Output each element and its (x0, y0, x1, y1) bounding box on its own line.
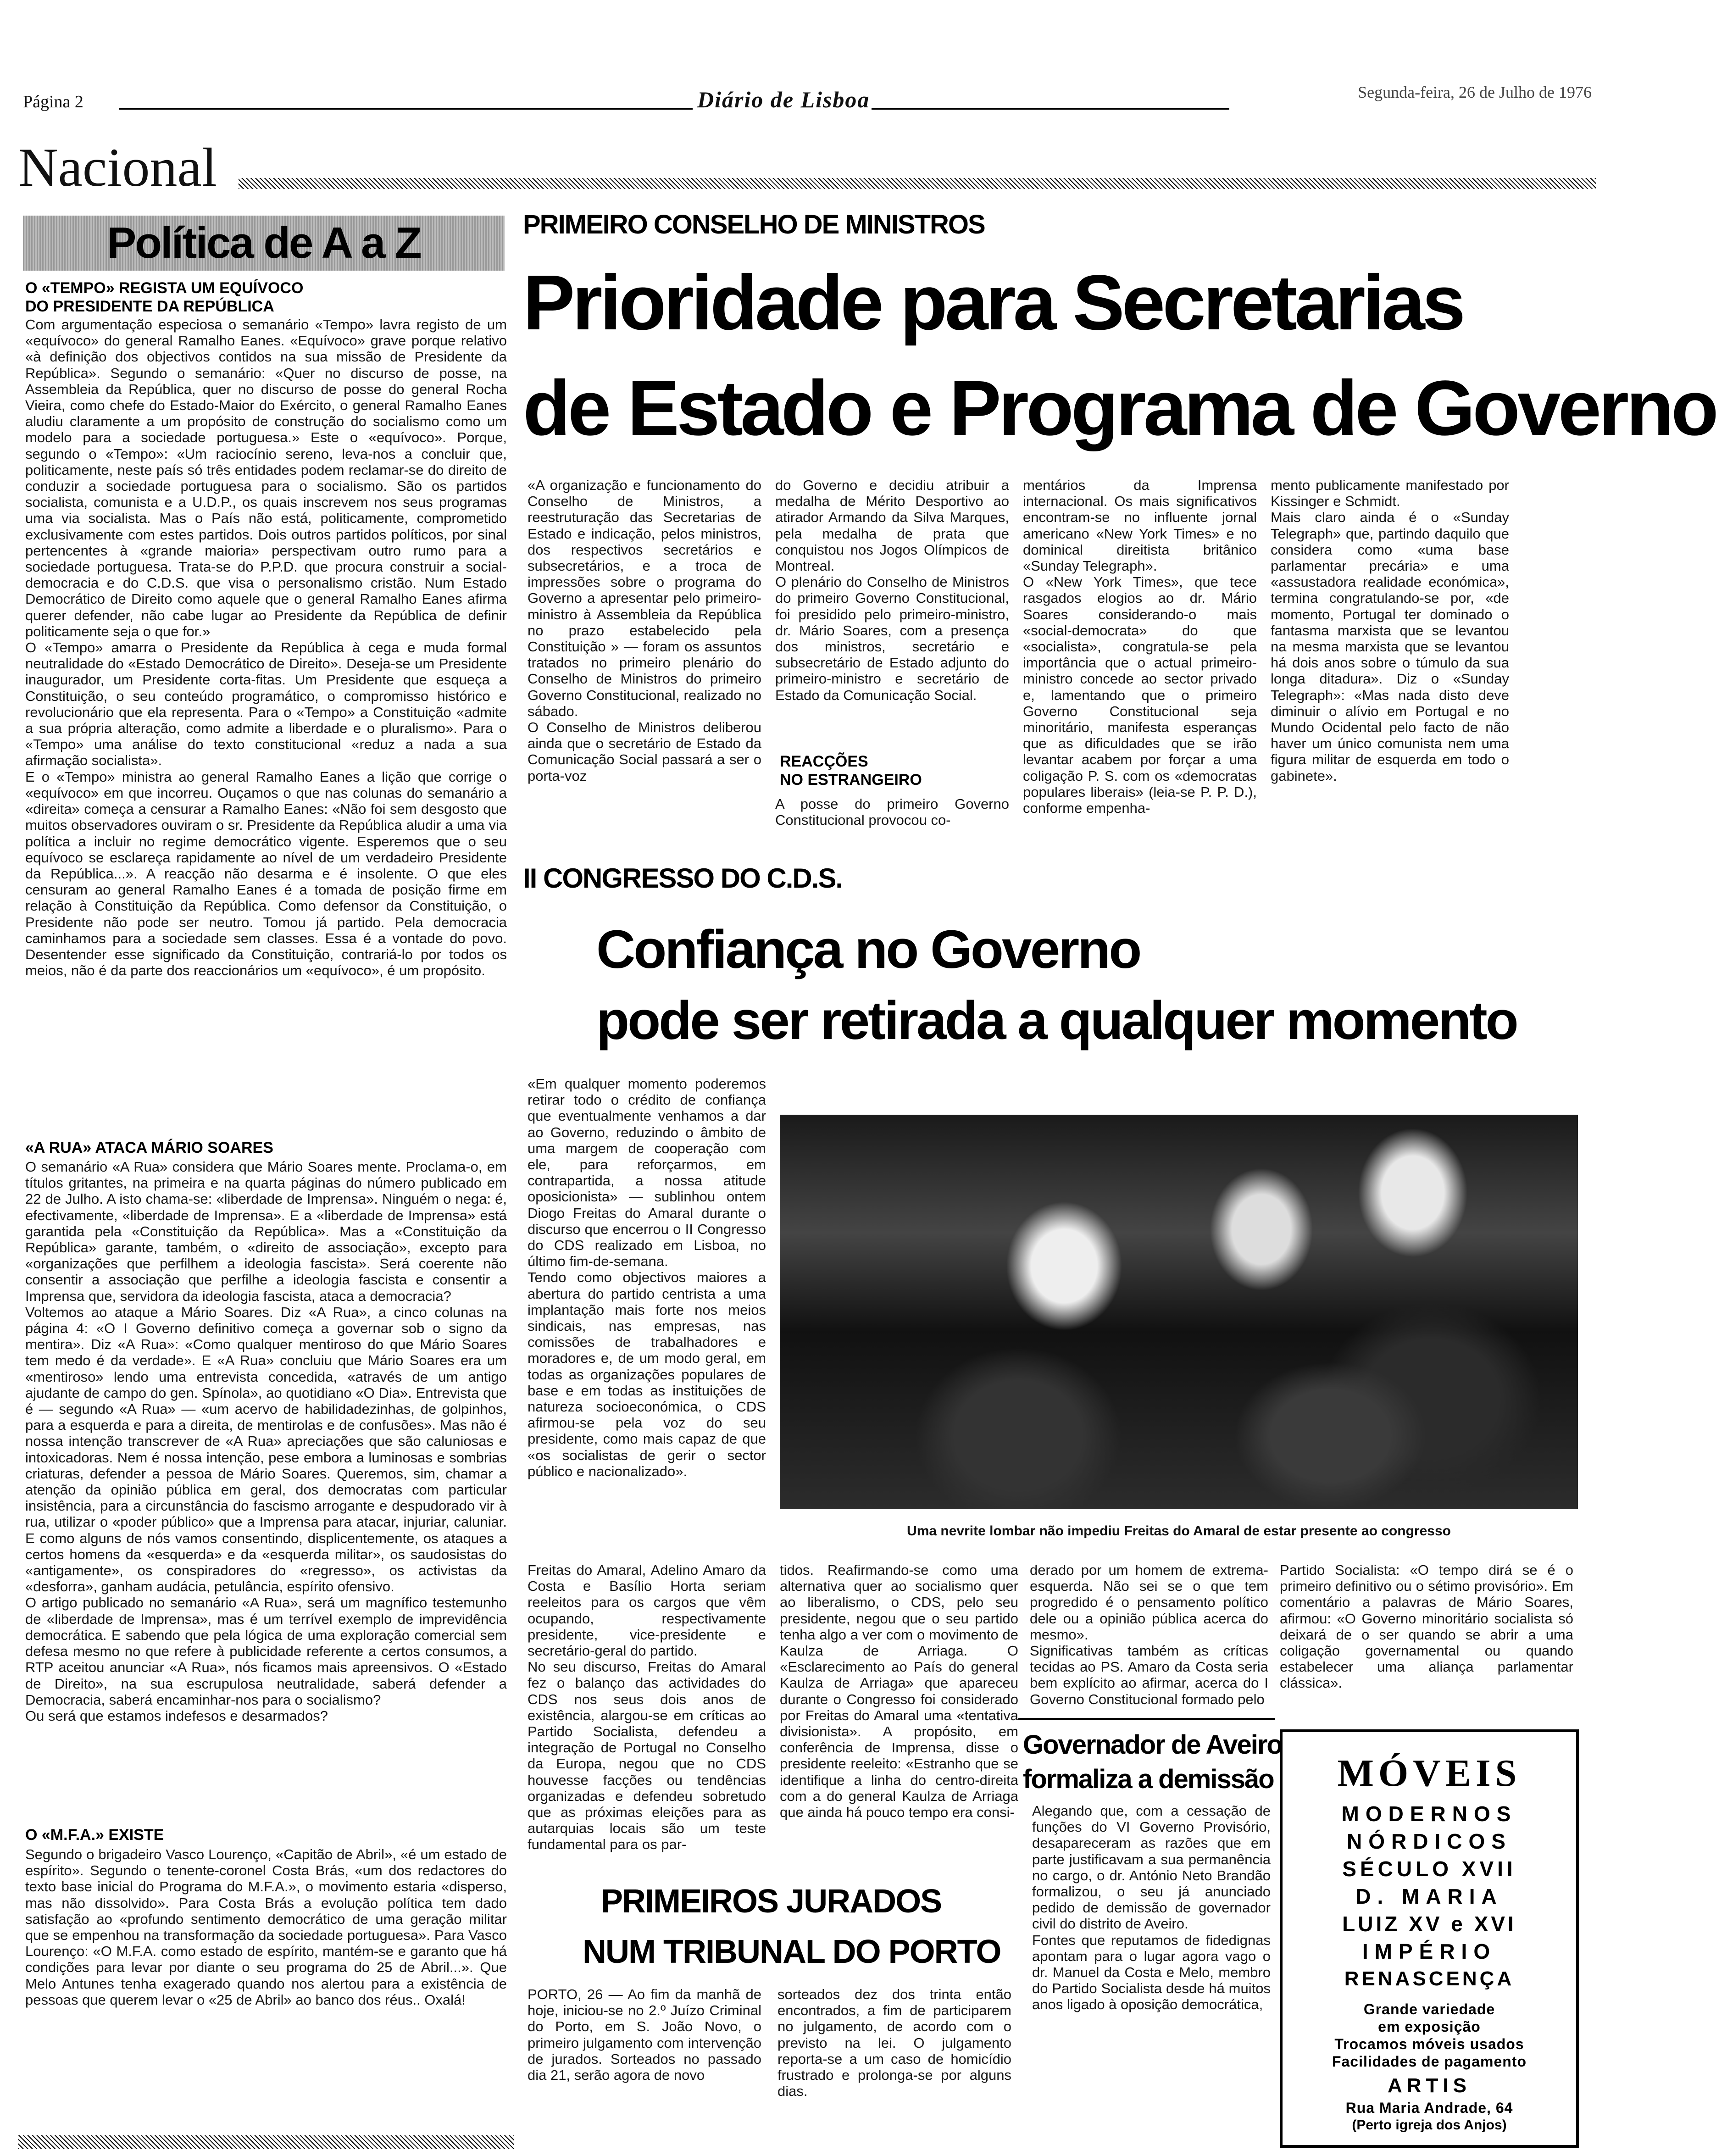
ad-location: (Perto igreja dos Anjos) (1352, 2117, 1507, 2133)
conselho-headline-1: Prioridade para Secretarias (523, 259, 1463, 346)
ad-modernos: MODERNOS (1341, 1802, 1517, 1826)
section-header (18, 138, 1596, 197)
tempo-body: Com argumentação especiosa o semanário «Tempo» lavra registo de um «equívoco» do general Ramalho Eanes. «Equívoco» grave porque relativo «à definição dos objectivos contidos na sua missão de Presidente da República». Segundo o semanário: «Quer no discurso de posse, na Assembleia da República, quer no discurso de posse do general Rocha Vieira, como chefe do Estado-Maior do Exército, o general Ramalho Eanes aludiu claramente a um propósito de construção do socialismo como um modelo para a sociedade portuguesa.» Este o «equívoco». Porque, segundo o «Tempo»: «Um raciocínio sereno, leva-nos a concluir que, politicamente, neste país só três entidades podem reclamar-se do direito de conduzir a sociedade portuguesa para o socialismo. São os partidos socialista, comunista e a U.D.P., os quais inscrevem nos seus programas uma via socialista. Mas o País não está, politicamente, comprometido exclusivamente com estes partidos. Dois outros partidos políticos, por sinal pertencentes à «grande maioria» perspectivam outro rumo para a sociedade portuguesa. Trata-se do P.P.D. que procura construir a social-democracia e do C.D.S. que visa o personalismo cristão. Num Estado Democrático de Direito como aquele que o general Ramalho Eanes afirma querer defender, não cabe lugar ao Presidente da República de definir politicamente seja o que for.» O «Tempo» amarra o Presidente da República à cega e muda formal neutralidade do «Estado Democrático de Direito». Deseja-se um Presidente inaugurador, um Presidente corta-fitas. Um Presidente que esqueça a Constituição, o seu conteúdo programático, o compromisso histórico e revolucionário que ela representa. Para o «Tempo» a Constituição «admite a sua própria alteração, como admite a liberdade e o pluralismo». Para o «Tempo» uma análise do texto constitucional «reduz a nada a sua afirmação socialista». E o «Tempo» ministra ao general Ramalho Eanes a lição que corrige o «equívoco» em que incorreu. Ouçamos o que nas colunas do semanário a «direita» começa a censurar a Ramalho Eanes: «Não foi sem desgosto que muitos observadores ouviram o sr. Presidente da República aludir a uma via política a incluir no regime democrático vigente. Esperemos que o seu equívoco se esclareça rapidamente ao nível de um verdadeiro Presidente da República...». A reacção não desarma e é insolente. O que eles censuram ao general Ramalho Eanes é a tomada de posição firme em relação à Constituição da República. Como defensor da Constituição, o Presidente não pode ser neutro. Tomou já partido. Pela democracia caminhamos para a sociedade sem classes. Essa é a vontade do povo. Desentender esse significado da Constituição, contrariá-lo por todos os meios, não é da parte dos reaccionários um «equívoco», é um propósito. (25, 317, 507, 979)
cds-headline-2: pode ser retirada a qualquer momento (596, 990, 1517, 1051)
cds-headline-1: Confiança no Governo (596, 919, 1140, 980)
newspaper-name: Diário de Lisboa (697, 87, 870, 112)
ad-nordicos: NÓRDICOS (1347, 1829, 1512, 1853)
photo-caption: Uma nevrite lombar não impediu Freitas do Amaral de estar presente ao congresso (907, 1523, 1451, 1539)
rua-body: O semanário «A Rua» considera que Mário Soares mente. Proclama-o, em títulos gritantes, na primeira e na quarta páginas do número publicado em 22 de Julho. A isto chama-se: «liberdade de Imprensa». Ninguém o nega: é, efectivamente, «liberdade de Imprensa». E a «liberdade de Imprensa» está garantida pela «Constituição da República». Mas a «Constituição da República» garante, também, o «direito de associação», excepto para «organizações que perfilhem a ideologia fascista». Será coerente não consentir a associação que perfilhe a ideologia fascista e consentir a Imprensa que, servidora da ideologia fascista, ataca a democracia? Voltemos ao ataque a Mário Soares. Diz «A Rua», a cinco colunas na página 4: «O I Governo definitivo começa a governar sob o signo da mentira». Diz «A Rua»: «Como qualquer mentiroso do que Mário Soares tem medo é da verdade». E «A Rua» concluiu que Mário Soares era um «mentiroso» lendo uma entrevista concedida, «através de um antigo ajudante de campo do gen. Spínola», ao quotidiano «O Dia». Entrevista que é — segundo «A Rua» — «um acervo de habilidadezinhas, de golpinhos, para a esquerda e para a direita, de mentirolas e de confusões». Mas não é nossa intenção transcrever de «A Rua» apreciações que são caluniosas e intoxicadoras. Nem é nossa intenção, pese embora a luminosas e sombrias criaturas, defender a pessoa de Mário Soares. Queremos, sim, chamar a atenção da opinião pública em geral, dos democratas com particular insistência, para a circunstância do fascismo arrogante e despudorado vir à rua, utilizar o «poder público» que a Imprensa para atacar, injuriar, caluniar. E como alguns de nós vamos consentindo, displicentemente, os ataques a certos homens da «esquerda» e da «esquerda militar», os saudosistas do «antigamente», os conspiradores do «regresso», os activistas da «desforra», ganham audácia, petulância, espírito ofensivo. O artigo publicado no semanário «A Rua», será um magnífico testemunho de «liberdade de Imprensa», mas é um terrível exemplo de imprevidência democrática. E sabendo que pela lógica de uma exploração comercial sem defesa mesmo no que refere à publicidade referente a certos consumos, a RTP aceitou anunciar «A Rua», nós ficamos mais apreensivos. O «Estado de Direito», na sua escrupulosa neutralidade, saberá defender a Democracia, saberá encaminhar-nos para o socialismo? Ou será que estamos indefesos e desarmados? (25, 1159, 507, 1724)
ad-imperio: IMPÉRIO (1362, 1939, 1497, 1963)
conselho-col-2a: do Governo e decidiu atribuir a medalha de Mérito Desportivo ao atirador Armando da Silva Marques, pela medalha de prata que conquistou nos Jogos Olímpicos de Montreal. O plenário do Conselho de Ministros do primeiro Governo Constitucional, foi presidido pelo primeiro-ministro, dr. Mário Soares, com a presença dos ministros, secretário e subsecretário de Estado adjunto do primeiro-ministro e secretário de Estado da Comunicação Social. (775, 477, 1009, 703)
ad-trocamos: Trocamos móveis usados (1334, 2036, 1524, 2052)
section-hatch (239, 178, 1596, 189)
conselho-kicker: PRIMEIRO CONSELHO DE MINISTROS (523, 210, 985, 239)
jurados-col-2: sorteados dez dos trinta então encontrados, a fim de participarem no julgamento, de acordo com o previsto na lei. O julgamento reporta-se a um caso de homicídio frustrado e prolonga-se por alguns dias. (777, 1986, 1011, 2100)
issue-date: Segunda-feira, 26 de Julho de 1976 (1358, 83, 1592, 101)
aveiro-body: Alegando que, com a cessação de funções do VI Governo Provisório, desapareceram as razões que em parte justificavam a sua permanência no cargo, o dr. António Neto Brandão formalizou, o seu já anunciado pedido de demissão de governador civil do distrito de Aveiro. Fontes que reputamos de fidedignas apontam para o lugar agora vago o dr. Manuel da Costa e Melo, membro do Partido Socialista desde há muitos anos ligado à oposição democrática, (1032, 1803, 1271, 2013)
bottom-hatch (18, 2135, 514, 2149)
jurados-headline-2: NUM TRIBUNAL DO PORTO (583, 1934, 1001, 1970)
cds-col-2: tidos. Reafirmando-se como uma alternativa quer ao socialismo quer ao liberalismo, o CDS, pelo seu presidente, negou que o seu partido tenha algo a ver com o movimento de Kaulza de Arriaga. O «Esclarecimento ao País do general Kaulza de Arriaga» que apareceu durante o Congresso foi considerado por Freitas do Amaral uma «tentativa divisionista». A propósito, em conferência de Imprensa, disse o presidente reeleito: «Estranho que se identifique a linha do centro-direita com a do general Kaulza de Arriaga que ainda há pouco tempo era consi- (780, 1562, 1018, 1821)
aveiro-headline-2: formaliza a demissão (1023, 1764, 1274, 1794)
conselho-col-1: «A organização e funcionamento do Conselho de Ministros, a reestruturação das Secretarias de Estado e indicação, pelos ministros, dos respectivos secretários e subsecretários, e a troca de impressões sobre o programa do Governo a apresentar pelo primeiro-ministro à Assembleia da República no prazo estabelecido pela Constituição » — foram os assuntos tratados no primeiro plenário do Conselho de Ministros do primeiro Governo Constitucional, realizado no sábado. O Conselho de Ministros deliberou ainda que o secretário de Estado da Comunicação Social passará a ser o porta-voz (528, 477, 761, 784)
masthead-rule-left (119, 108, 693, 110)
mfa-heading: O «M.F.A.» EXISTE (25, 1826, 164, 1844)
cds-col-4: Partido Socialista: «O tempo dirá se é o primeiro definitivo ou o sétimo provisório». Em comentário a palavras de Mário Soares, afirmou: «O Governo minoritário socialista só deixará de o ser quando se abrir a uma coligação governamental ou quando estabelecer uma aliança parlamentar clássica». (1280, 1562, 1573, 1691)
politica-banner-title: Política de A a Z (107, 218, 421, 267)
ad-renascenca: RENASCENÇA (1344, 1967, 1515, 1990)
jurados-headline-1: PRIMEIROS JURADOS (601, 1883, 942, 1920)
cds-intro: «Em qualquer momento poderemos retirar todo o crédito de confiança que eventualmente venhamos a dar ao Governo, reduzindo o âmbito de uma margem de cooperação com ele, para reforçarmos, em contrapartida, a nossa atitude oposicionista» — sublinhou ontem Diogo Freitas do Amaral durante o discurso que encerrou o II Congresso do CDS realizado em Lisboa, no último fim-de-semana. Tendo como objectivos maiores a abertura do partido centrista a uma implantação mais forte nos meios sindicais, nas empresas, nas comissões de trabalhadores e moradores e, de um modo geral, em todas as organizações populares de base e em todas as instituições de natureza socioeconómica, o CDS afirmou-se pela voz do seu presidente, como mais capaz de que «os socialistas de gerir o sector público e nacionalizado». (528, 1076, 766, 1479)
masthead-rule-right (872, 108, 1229, 110)
jurados-box (528, 1862, 1014, 2149)
rua-heading: «A RUA» ATACA MÁRIO SOARES (25, 1139, 273, 1156)
artis-ad (1280, 1729, 1579, 2148)
ad-seculo: SÉCULO XVII (1342, 1857, 1516, 1881)
ad-moveis: MÓVEIS (1337, 1752, 1522, 1795)
conselho-col-3: mentários da Imprensa internacional. Os mais significativos encontram-se no influente jornal americano «New York Times» e no dominical direitista britânico «Sunday Telegraph». O «New York Times», que tece rasgados elogios ao dr. Mário Soares considerando-o mais «social-democrata» do que «socialista», congratula-se pela importância que o actual primeiro-ministro concede ao sector privado e, lamentando que o primeiro Governo Constitucional seja minoritário, manifesta esperanças que as dificuldades que se irão levantar acabem por forçar a uma coligação P. S. com os «democratas populares liberais» (leia-se P. P. D.), conforme empenha- (1023, 477, 1257, 817)
ad-luiz: LUIZ XV e XVI (1342, 1912, 1516, 1936)
conselho-headline-2: de Estado e Programa de Governo (523, 365, 1716, 452)
conselho-col-2b: A posse do primeiro Governo Constitucional provocou co- (775, 796, 1009, 828)
cds-col-3: derado por um homem de extrema-esquerda. Não sei se o que tem progredido é o pensamento político dele ou a opinião pública acerca do mesmo». Significativas também as críticas tecidas ao PS. Amaro da Costa seria bem explícito ao afirmar, acerca do I Governo Constitucional formado pelo (1030, 1562, 1268, 1707)
jurados-col-1: PORTO, 26 — Ao fim da manhã de hoje, iniciou-se no 2.º Juízo Criminal do Porto, em S. João Novo, o primeiro julgamento com intervenção de jurados. Sorteados no passado dia 21, serão agora de novo (528, 1986, 761, 2084)
page-number: Página 2 (23, 92, 83, 111)
ad-address: Rua Maria Andrade, 64 (1345, 2100, 1513, 2116)
aveiro-box (1018, 1718, 1282, 2149)
section-title: Nacional (18, 137, 217, 198)
cds-kicker: II CONGRESSO DO C.D.S. (523, 863, 843, 894)
politica-banner (23, 216, 505, 271)
conselho-subhead: REACÇÕES NO ESTRANGEIRO (780, 753, 922, 789)
ad-exposicao: em exposição (1378, 2018, 1481, 2035)
aveiro-headline (1018, 1718, 1282, 1800)
ad-facilidades: Facilidades de pagamento (1332, 2053, 1527, 2070)
ad-variedade: Grande variedade (1363, 2001, 1495, 2017)
conselho-col-4: mento publicamente manifestado por Kissinger e Schmidt. Mais claro ainda é o «Sunday Telegraph» que, partindo daquilo que considera como «uma base parlamentar precária» e uma «assustadora realidade económica», termina congratulando-se por, «de momento, Portugal ter dominado o fantasma marxista que se levantou na mesma marxista que se levantou há dois anos sobre o túmulo da sua longa ditadura». Diz o «Sunday Telegraph»: «Mas nada disto deve diminuir o alívio em Portugal e no Mundo Ocidental pelo facto de não haver um único comunista nem uma figura militar de esquerda em todo o gabinete». (1271, 477, 1509, 784)
cds-col-1: Freitas do Amaral, Adelino Amaro da Costa e Basílio Horta seriam reeleitos para os cargos que vêm ocupando, respectivamente presidente, vice-presidente e secretário-geral do partido. No seu discurso, Freitas do Amaral fez o balanço das actividades do CDS nos seus dois anos de existência, alargou-se em críticas ao Partido Socialista, defendeu a integração de Portugal no Conselho da Europa, negou que no CDS houvesse facções ou tendências organizadas e defendeu sobretudo que as próximas eleições para as autarquias locais são um teste fundamental para os par- (528, 1562, 766, 1853)
mfa-body: Segundo o brigadeiro Vasco Lourenço, «Capitão de Abril», «é um estado de espírito». Segundo o tenente-coronel Costa Brás, «um dos redactores do texto base inicial do Programa do M.F.A.», o movimento estaria «disperso, mas não dissolvido». Para Costa Brás a evolução política tem dado satisfação ao «profundo sentimento democrático de uma geração militar que se empenhou na transformação da sociedade portuguesa». Para Vasco Lourenço: «O M.F.A. como estado de espírito, mantém-se e garanto que há condições para levar por diante o seu programa do 25 de Abril...». Que Melo Antunes tenha exagerado quando nos alertou para a existência de pessoas que querem levar o «25 de Abril» ao banco dos réus.. Oxalá! (25, 1846, 507, 2008)
aveiro-headline-1: Governador de Aveiro (1023, 1730, 1282, 1760)
masthead (23, 83, 1592, 119)
ad-dmaria: D. MARIA (1355, 1884, 1503, 1908)
ad-artis: ARTIS (1388, 2074, 1471, 2097)
tempo-heading: O «TEMPO» REGISTA UM EQUÍVOCO DO PRESIDENTE DA REPÚBLICA (25, 279, 304, 315)
congress-photo (780, 1115, 1578, 1509)
